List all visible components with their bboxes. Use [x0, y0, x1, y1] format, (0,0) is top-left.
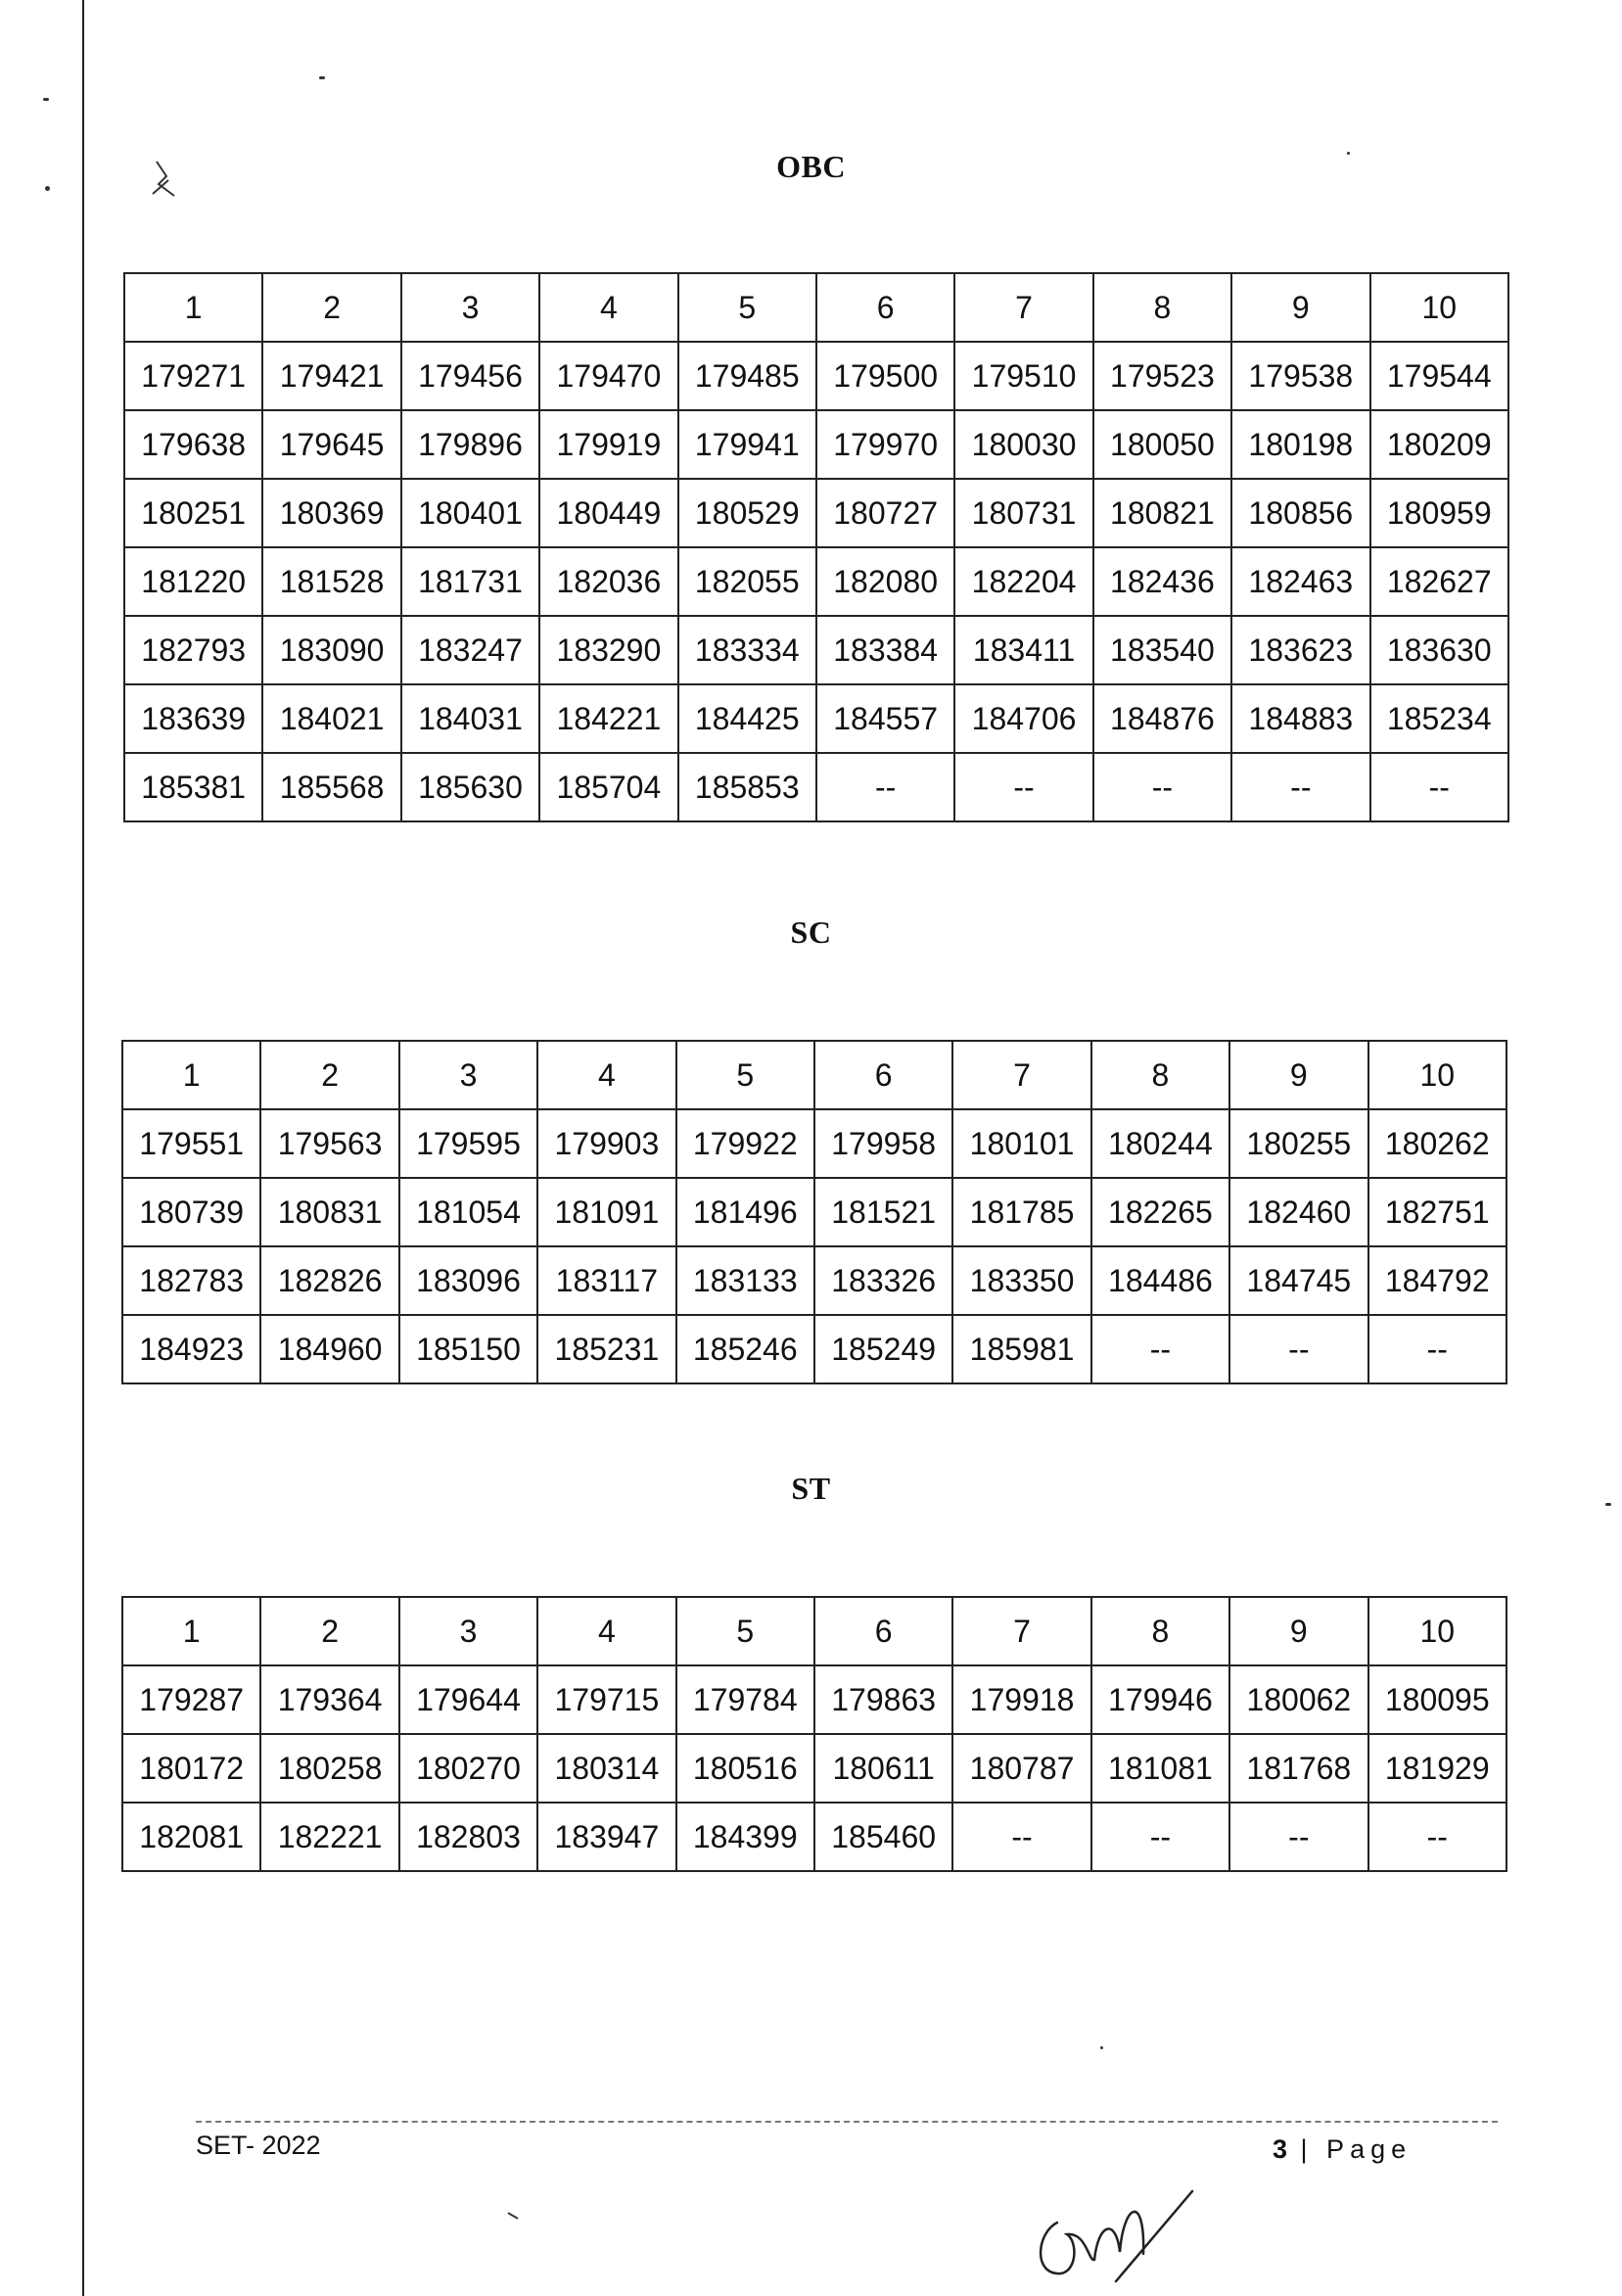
table-cell: 182783 [122, 1246, 260, 1315]
table-cell: 181081 [1091, 1734, 1229, 1803]
table-cell: 183411 [954, 616, 1092, 684]
table-cell: 181091 [537, 1178, 675, 1246]
section-title-sc: SC [790, 914, 832, 950]
table-cell: 179638 [124, 410, 262, 479]
table-row [122, 1665, 1506, 1734]
table-cell: 182803 [399, 1803, 537, 1871]
table-cell: 181054 [399, 1178, 537, 1246]
table-cell: 185249 [814, 1315, 952, 1383]
table-cell: 180731 [954, 479, 1092, 547]
table-cell: 184923 [122, 1315, 260, 1383]
table-cell: 183947 [537, 1803, 675, 1871]
table-cell: 180856 [1231, 479, 1369, 547]
column-header: 10 [1368, 1041, 1506, 1109]
table-cell: 181220 [124, 547, 262, 616]
column-header: 3 [401, 273, 539, 342]
table-cell: 183540 [1093, 616, 1231, 684]
table-cell: 184745 [1229, 1246, 1367, 1315]
table-cell: 180062 [1229, 1665, 1367, 1734]
table-cell: 183350 [952, 1246, 1090, 1315]
table-cell: 180262 [1368, 1109, 1506, 1178]
table-cell: -- [1231, 753, 1369, 821]
table-cell: 180449 [539, 479, 677, 547]
table-sc [121, 1040, 1507, 1384]
table-cell: 181521 [814, 1178, 952, 1246]
table-cell: 181929 [1368, 1734, 1506, 1803]
table-cell: 185381 [124, 753, 262, 821]
table-cell: 182463 [1231, 547, 1369, 616]
table-cell: 182265 [1091, 1178, 1229, 1246]
table-cell: 181528 [262, 547, 400, 616]
table-cell: 181785 [952, 1178, 1090, 1246]
column-header: 9 [1231, 273, 1369, 342]
table-cell: 185246 [676, 1315, 814, 1383]
scan-speck [45, 186, 50, 191]
table-cell: 179271 [124, 342, 262, 410]
column-header: 6 [814, 1041, 952, 1109]
table-cell: 180270 [399, 1734, 537, 1803]
column-header: 9 [1229, 1041, 1367, 1109]
table-cell: 182460 [1229, 1178, 1367, 1246]
footer-exam-label: SET- 2022 [196, 2131, 321, 2160]
column-header: 2 [260, 1597, 398, 1665]
table-cell: 179715 [537, 1665, 675, 1734]
column-header: 3 [399, 1597, 537, 1665]
table-row [124, 616, 1508, 684]
table-cell: 180030 [954, 410, 1092, 479]
table-cell: 180198 [1231, 410, 1369, 479]
column-header: 8 [1093, 273, 1231, 342]
footer-divider [196, 2121, 1498, 2123]
table-cell: 180611 [814, 1734, 952, 1803]
table-cell: -- [1370, 753, 1508, 821]
column-header: 9 [1229, 1597, 1367, 1665]
table-cell: 179500 [816, 342, 954, 410]
table-cell: 180251 [124, 479, 262, 547]
table-cell: 180314 [537, 1734, 675, 1803]
table-cell: 183334 [678, 616, 816, 684]
table-cell: -- [1368, 1803, 1506, 1871]
table-cell: 185231 [537, 1315, 675, 1383]
table-row [122, 1178, 1506, 1246]
table-cell: 184706 [954, 684, 1092, 753]
table-cell: 180529 [678, 479, 816, 547]
table-cell: 185704 [539, 753, 677, 821]
scan-speck [507, 2212, 518, 2220]
table-cell: 179863 [814, 1665, 952, 1734]
column-header: 4 [537, 1041, 675, 1109]
table-cell: 180244 [1091, 1109, 1229, 1178]
table-row [122, 1803, 1506, 1871]
table-cell: 179563 [260, 1109, 398, 1178]
table-cell: 180101 [952, 1109, 1090, 1178]
table-cell: 184221 [539, 684, 677, 753]
table-cell: -- [816, 753, 954, 821]
column-header: 3 [399, 1041, 537, 1109]
table-cell: 183384 [816, 616, 954, 684]
table-cell: 179595 [399, 1109, 537, 1178]
column-header: 7 [952, 1041, 1090, 1109]
column-header: 10 [1368, 1597, 1506, 1665]
table-cell: 180255 [1229, 1109, 1367, 1178]
table-cell: 179287 [122, 1665, 260, 1734]
table-cell: 182221 [260, 1803, 398, 1871]
page-number: 3 [1273, 2134, 1288, 2164]
table-cell: 182793 [124, 616, 262, 684]
column-header: 5 [678, 273, 816, 342]
table-row [124, 684, 1508, 753]
table-header-row [122, 1597, 1506, 1665]
table-cell: 185853 [678, 753, 816, 821]
footer-page-indicator [1273, 2134, 1412, 2165]
table-cell: 185630 [401, 753, 539, 821]
table-cell: 184876 [1093, 684, 1231, 753]
table-cell: 179523 [1093, 342, 1231, 410]
table-cell: 184425 [678, 684, 816, 753]
table-cell: 179970 [816, 410, 954, 479]
column-header: 2 [260, 1041, 398, 1109]
table-cell: 182036 [539, 547, 677, 616]
table-cell: 179538 [1231, 342, 1369, 410]
column-header: 1 [124, 273, 262, 342]
page-label: | Page [1300, 2134, 1413, 2164]
table-cell: 184960 [260, 1315, 398, 1383]
table-cell: 180831 [260, 1178, 398, 1246]
table-cell: 184883 [1231, 684, 1369, 753]
table-cell: 182055 [678, 547, 816, 616]
table-cell: 183630 [1370, 616, 1508, 684]
table-cell: 180172 [122, 1734, 260, 1803]
table-row [124, 342, 1508, 410]
table-cell: 183133 [676, 1246, 814, 1315]
column-header: 5 [676, 1041, 814, 1109]
table-cell: 180401 [401, 479, 539, 547]
table-cell: 181768 [1229, 1734, 1367, 1803]
table-cell: 185568 [262, 753, 400, 821]
column-header: 1 [122, 1597, 260, 1665]
table-cell: 179364 [260, 1665, 398, 1734]
table-cell: 183639 [124, 684, 262, 753]
table-cell: 179456 [401, 342, 539, 410]
table-cell: 179958 [814, 1109, 952, 1178]
table-cell: 185234 [1370, 684, 1508, 753]
table-obc [123, 272, 1509, 822]
table-cell: 183290 [539, 616, 677, 684]
table-cell: 185150 [399, 1315, 537, 1383]
table-cell: 184031 [401, 684, 539, 753]
table-st [121, 1596, 1507, 1872]
table-cell: 182627 [1370, 547, 1508, 616]
table-cell: 180258 [260, 1734, 398, 1803]
table-row [124, 753, 1508, 821]
table-cell: 179644 [399, 1665, 537, 1734]
table-cell: 182436 [1093, 547, 1231, 616]
section-title-st: ST [791, 1471, 831, 1506]
table-cell: 179784 [676, 1665, 814, 1734]
table-cell: 182204 [954, 547, 1092, 616]
table-cell: 180095 [1368, 1665, 1506, 1734]
handwritten-signature [1018, 2164, 1204, 2291]
table-cell: 180209 [1370, 410, 1508, 479]
table-row [124, 410, 1508, 479]
table-cell: 180787 [952, 1734, 1090, 1803]
table-cell: -- [952, 1803, 1090, 1871]
table-cell: -- [954, 753, 1092, 821]
scan-speck [319, 76, 325, 79]
table-cell: 185981 [952, 1315, 1090, 1383]
table-row [122, 1109, 1506, 1178]
table-cell: -- [1091, 1803, 1229, 1871]
table-cell: 182826 [260, 1246, 398, 1315]
table-cell: 184399 [676, 1803, 814, 1871]
table-header-row [122, 1041, 1506, 1109]
table-cell: 182751 [1368, 1178, 1506, 1246]
table-cell: 179645 [262, 410, 400, 479]
table-row [122, 1734, 1506, 1803]
column-header: 5 [676, 1597, 814, 1665]
table-cell: 179919 [539, 410, 677, 479]
column-header: 4 [539, 273, 677, 342]
table-row [122, 1315, 1506, 1383]
table-cell: 183326 [814, 1246, 952, 1315]
table-cell: 179941 [678, 410, 816, 479]
table-cell: 182081 [122, 1803, 260, 1871]
column-header: 10 [1370, 273, 1508, 342]
table-cell: 179918 [952, 1665, 1090, 1734]
table-cell: 183096 [399, 1246, 537, 1315]
scan-speck [1100, 2046, 1103, 2049]
table-cell: -- [1091, 1315, 1229, 1383]
table-cell: 179922 [676, 1109, 814, 1178]
column-header: 4 [537, 1597, 675, 1665]
table-cell: 180050 [1093, 410, 1231, 479]
table-cell: 184021 [262, 684, 400, 753]
table-cell: 180727 [816, 479, 954, 547]
table-cell: 183247 [401, 616, 539, 684]
table-cell: 183117 [537, 1246, 675, 1315]
column-header: 7 [954, 273, 1092, 342]
table-cell: 179544 [1370, 342, 1508, 410]
table-row [122, 1246, 1506, 1315]
column-header: 2 [262, 273, 400, 342]
table-header-row [124, 273, 1508, 342]
table-cell: 179946 [1091, 1665, 1229, 1734]
table-cell: 184486 [1091, 1246, 1229, 1315]
column-header: 8 [1091, 1041, 1229, 1109]
column-header: 8 [1091, 1597, 1229, 1665]
table-cell: 179551 [122, 1109, 260, 1178]
scan-speck [43, 98, 49, 101]
column-header: 1 [122, 1041, 260, 1109]
table-cell: 179470 [539, 342, 677, 410]
table-cell: 181496 [676, 1178, 814, 1246]
column-header: 7 [952, 1597, 1090, 1665]
table-cell: 180739 [122, 1178, 260, 1246]
table-cell: -- [1229, 1803, 1367, 1871]
table-cell: 181731 [401, 547, 539, 616]
column-header: 6 [814, 1597, 952, 1665]
table-cell: 180821 [1093, 479, 1231, 547]
table-cell: 180959 [1370, 479, 1508, 547]
table-cell: -- [1229, 1315, 1367, 1383]
table-cell: 179485 [678, 342, 816, 410]
table-cell: 184557 [816, 684, 954, 753]
table-cell: 179510 [954, 342, 1092, 410]
table-row [124, 479, 1508, 547]
section-title-obc: OBC [776, 149, 846, 184]
table-cell: -- [1368, 1315, 1506, 1383]
table-cell: 179421 [262, 342, 400, 410]
table-cell: 182080 [816, 547, 954, 616]
table-cell: 183090 [262, 616, 400, 684]
table-cell: 180369 [262, 479, 400, 547]
table-cell: 179903 [537, 1109, 675, 1178]
table-cell: 180516 [676, 1734, 814, 1803]
table-cell: 179896 [401, 410, 539, 479]
table-row [124, 547, 1508, 616]
table-cell: 184792 [1368, 1246, 1506, 1315]
table-cell: 185460 [814, 1803, 952, 1871]
margin-line [82, 0, 84, 2296]
table-cell: 183623 [1231, 616, 1369, 684]
table-cell: -- [1093, 753, 1231, 821]
column-header: 6 [816, 273, 954, 342]
